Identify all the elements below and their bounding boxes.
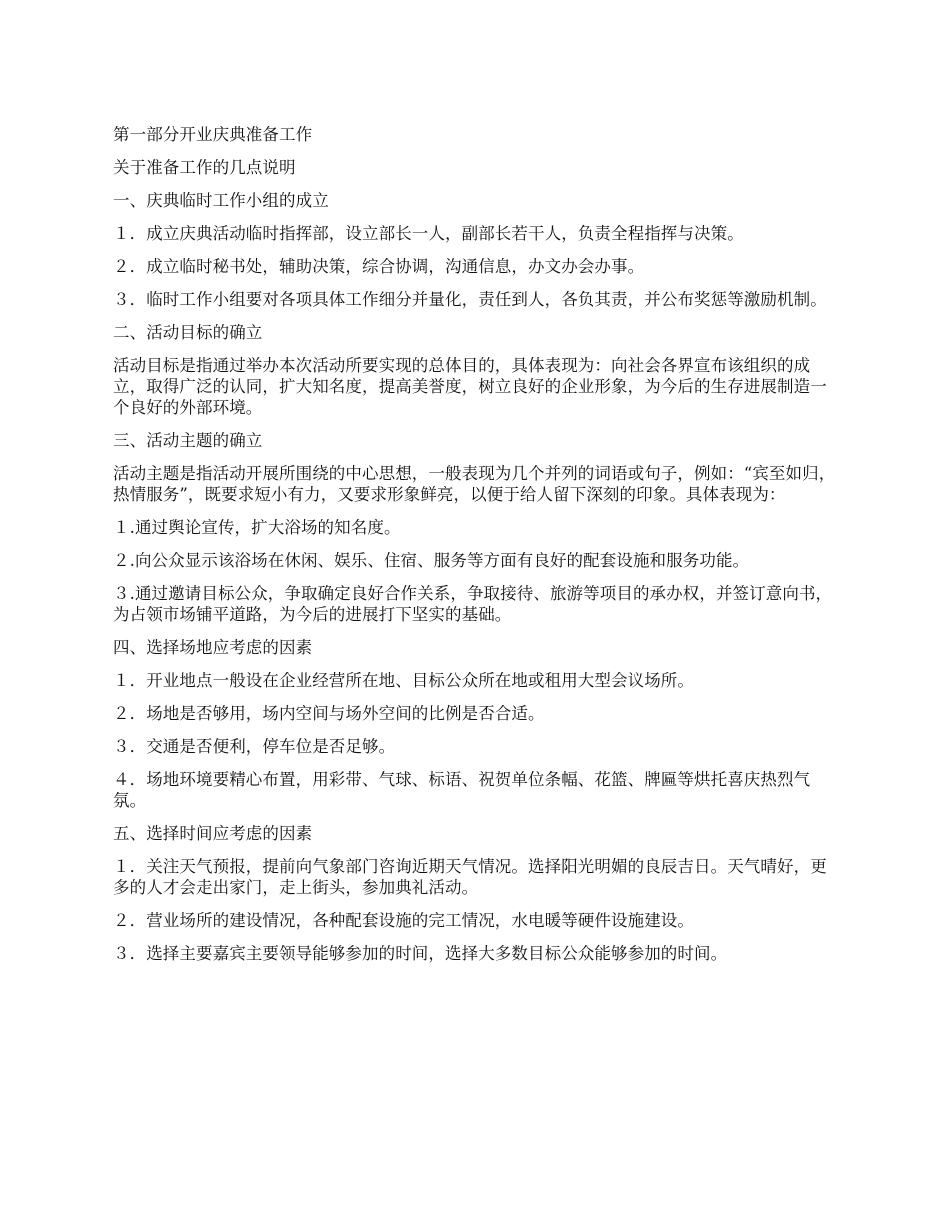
section-heading-5: 五、选择时间应考虑的因素	[113, 824, 313, 843]
list-item: ２．营业场所的建设情况，各种配套设施的完工情况，水电暖等硬件设施建设。	[113, 911, 694, 930]
list-item: ３.通过邀请目标公众，争取确定良好合作关系，争取接待、旅游等项目的承办权，并签订意向书，为占领市场铺平道路，为今后的进展打下坚实的基础。	[113, 584, 833, 624]
section-heading-2: 二、活动目标的确立	[113, 323, 263, 342]
body-paragraph: 活动目标是指通过举办本次活动所要实现的总体目的，具体表现为：向社会各界宣布该组织的成立，取得广泛的认同，扩大知名度，提高美誉度，树立良好的企业形象，为今后的生存进展制造一个良好的外部环境。	[113, 356, 827, 417]
list-item: ２.向公众显示该浴场在休闲、娱乐、住宿、服务等方面有良好的配套设施和服务功能。	[113, 551, 750, 570]
list-item: １.通过舆论宣传，扩大浴场的知名度。	[113, 518, 401, 537]
section-heading-4: 四、选择场地应考虑的因素	[113, 638, 313, 657]
list-item: ３．交通是否便利，停车位是否足够。	[113, 737, 396, 756]
section-heading-3: 三、活动主题的确立	[113, 431, 263, 450]
document-page	[113, 124, 840, 976]
part-title: 第一部分开业庆典准备工作	[113, 125, 313, 144]
body-paragraph: 活动主题是指活动开展所围绕的中心思想，一般表现为几个并列的词语或句子，例如：“宾至如归，热情服务”，既要求短小有力，又要求形象鲜亮，以便于给人留下深刻的印象。具体表现为：	[113, 464, 836, 504]
list-item: １．成立庆典活动临时指挥部，设立部长一人，副部长若干人，负责全程指挥与决策。	[113, 224, 744, 243]
list-item: ２．成立临时秘书处，辅助决策，综合协调，沟通信息，办文办会办事。	[113, 257, 645, 276]
list-item: １．关注天气预报，提前向气象部门咨询近期天气情况。选择阳光明媚的良辰吉日。天气晴好，更多的人才会走出家门，走上街头，参加典礼活动。	[113, 857, 827, 897]
section-intro-heading: 关于准备工作的几点说明	[113, 158, 296, 177]
list-item: ４．场地环境要精心布置，用彩带、气球、标语、祝贺单位条幅、花篮、牌匾等烘托喜庆热烈气氛。	[113, 770, 811, 810]
list-item: ３．临时工作小组要对各项具体工作细分并量化，责任到人，各负其责，并公布奖惩等激励机制。	[113, 290, 827, 309]
list-item: ３．选择主要嘉宾主要领导能够参加的时间，选择大多数目标公众能够参加的时间。	[113, 944, 728, 963]
list-item: １．开业地点一般设在企业经营所在地、目标公众所在地或租用大型会议场所。	[113, 671, 694, 690]
section-heading-1: 一、庆典临时工作小组的成立	[113, 191, 329, 210]
list-item: ２．场地是否够用，场内空间与场外空间的比例是否合适。	[113, 704, 545, 723]
